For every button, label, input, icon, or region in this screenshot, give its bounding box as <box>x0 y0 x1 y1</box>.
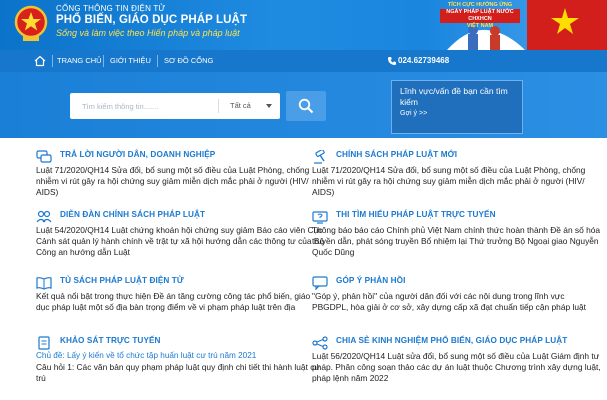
search-box <box>70 93 280 119</box>
section-online-quiz <box>312 210 602 260</box>
campaign-banner <box>440 2 520 30</box>
gavel-icon <box>312 150 328 164</box>
nav-separator <box>103 55 104 67</box>
topic-suggestion-box[interactable] <box>391 80 523 134</box>
section-body[interactable]: "Góp ý, phản hồi" của người dân đối với các nội dung trong lĩnh vực PBGDPL, hòa giải ở cơ sở, xây dựng cấp xã đạt chuẩn tiếp cận pháp luật <box>312 291 586 312</box>
section-ebooks <box>36 276 326 326</box>
section-title[interactable]: KHẢO SÁT TRỰC TUYẾN <box>60 336 161 345</box>
search-button[interactable] <box>286 91 326 121</box>
section-answers <box>36 150 326 200</box>
nav-item-sitemap[interactable]: SƠ ĐỒ CỔNG <box>164 56 214 65</box>
hotline-phone[interactable]: 024.62739468 <box>398 56 450 65</box>
section-body[interactable]: Câu hỏi 1: Các văn bản quy phạm pháp luật quy định chi tiết thi hành luật cư trú <box>36 362 321 383</box>
feedback-icon <box>312 276 328 290</box>
section-title[interactable]: CHÍNH SÁCH PHÁP LUẬT MỚI <box>336 150 458 159</box>
nav-separator <box>157 55 158 67</box>
brand-top-line: CỔNG THÔNG TIN ĐIỆN TỬ <box>56 4 166 13</box>
section-title[interactable]: TỦ SÁCH PHÁP LUẬT ĐIỆN TỬ <box>60 276 184 285</box>
section-policy-forum <box>36 210 326 260</box>
search-scope-select[interactable]: Tất cả <box>230 101 251 110</box>
survey-icon <box>36 336 52 350</box>
section-body[interactable]: Kết quả nổi bật trong thực hiện Đề án tăng cường công tác phổ biến, giáo dục pháp luật một số địa bàn trọng điểm về vi phạm pháp luật trên địa <box>36 291 311 312</box>
brand-slogan: Sống và làm việc theo Hiến pháp và pháp luật <box>56 28 240 38</box>
section-title[interactable]: CHIA SẺ KINH NGHIỆM PHỔ BIẾN, GIÁO DỤC PHÁP LUẬT <box>336 336 568 345</box>
nav-item-about[interactable]: GIỚI THIỆU <box>110 56 151 65</box>
forum-icon <box>36 210 52 224</box>
section-title[interactable]: DIỄN ĐÀN CHÍNH SÁCH PHÁP LUẬT <box>60 210 206 219</box>
brand-title[interactable]: PHỔ BIẾN, GIÁO DỤC PHÁP LUẬT <box>56 14 248 26</box>
nav-separator <box>52 55 53 67</box>
section-body[interactable]: Thông báo báo cáo Chính phủ Việt Nam chính thức hoàn thành Đề án số hóa truyền dẫn, phát sóng truyền Bổ nhiệm lại Thứ trưởng Bộ Ngoại giao Nguyễn Quốc Dũng <box>312 225 601 257</box>
section-body[interactable]: Luật 71/2020/QH14 Sửa đổi, bổ sung một số điều của Luật Phòng, chống nhiễm vi rút gây ra hội chứng suy giảm miễn dịch mắc phải ở người (HIV/ AIDS) <box>312 165 586 197</box>
phone-icon <box>387 56 397 66</box>
section-new-policy <box>312 150 602 200</box>
chevron-down-icon[interactable] <box>266 104 272 108</box>
section-feedback <box>312 276 602 326</box>
section-title[interactable]: THI TÌM HIỂU PHÁP LUẬT TRỰC TUYẾN <box>336 210 496 219</box>
section-experience-sharing <box>312 336 602 386</box>
topic-suggestion-text: Lĩnh vực/vấn đề bạn cần tìm kiếm <box>400 86 508 107</box>
chat-bubble-icon <box>36 150 52 164</box>
section-body[interactable]: Luật 56/2020/QH14 Luật sửa đổi, bổ sung một số điều của Luật Giám định tư pháp. Phân công soạn thảo các dự án luật thuộc Chương trình xây dựng luật, pháp lệnh năm 2022 <box>312 351 601 383</box>
search-icon <box>298 98 314 114</box>
search-divider <box>218 99 219 113</box>
home-icon[interactable] <box>34 55 46 67</box>
campaign-line-1: TÍCH CỰC HƯỞNG ỨNG <box>447 2 513 8</box>
search-input[interactable] <box>70 93 215 119</box>
campaign-line-3: VIỆT NAM <box>466 23 494 29</box>
topic-suggestion-link[interactable]: Gợi ý >> <box>400 110 428 117</box>
section-title[interactable]: GÓP Ý PHẢN HỒI <box>336 276 406 285</box>
national-emblem-icon[interactable] <box>14 5 48 43</box>
section-survey <box>36 336 326 386</box>
section-title[interactable]: TRẢ LỜI NGƯỜI DÂN, DOANH NGHIỆP <box>60 150 216 159</box>
section-body[interactable]: Luật 71/2020/QH14 Sửa đổi, bổ sung một số điều của Luật Phòng, chống nhiễm vi rút gây ra hội chứng suy giảm miễn dịch mắc phải ở người (HIV/ AIDS) <box>36 165 310 197</box>
quiz-icon <box>312 210 328 224</box>
nav-item-home[interactable]: TRANG CHỦ <box>57 56 102 65</box>
share-icon <box>312 336 328 350</box>
main-nav <box>0 50 607 72</box>
survey-topic[interactable]: Chủ đề: Lấy ý kiến về tổ chức tập huấn luật cư trú năm 2021 <box>36 351 257 360</box>
site-header <box>0 0 607 50</box>
book-icon <box>36 276 52 290</box>
campaign-line-2: NGÀY PHÁP LUẬT NƯỚC CHXHCN <box>440 9 520 23</box>
brand-text <box>56 4 247 38</box>
section-body[interactable]: Luật 54/2020/QH14 Luật chứng khoán hội chứng suy giảm Báo cáo viên Cục Cảnh sát quản lý hành chính về trật tự xã hội hướng dẫn các thông tư của Bộ Công an hướng dẫn Luật <box>36 225 325 257</box>
